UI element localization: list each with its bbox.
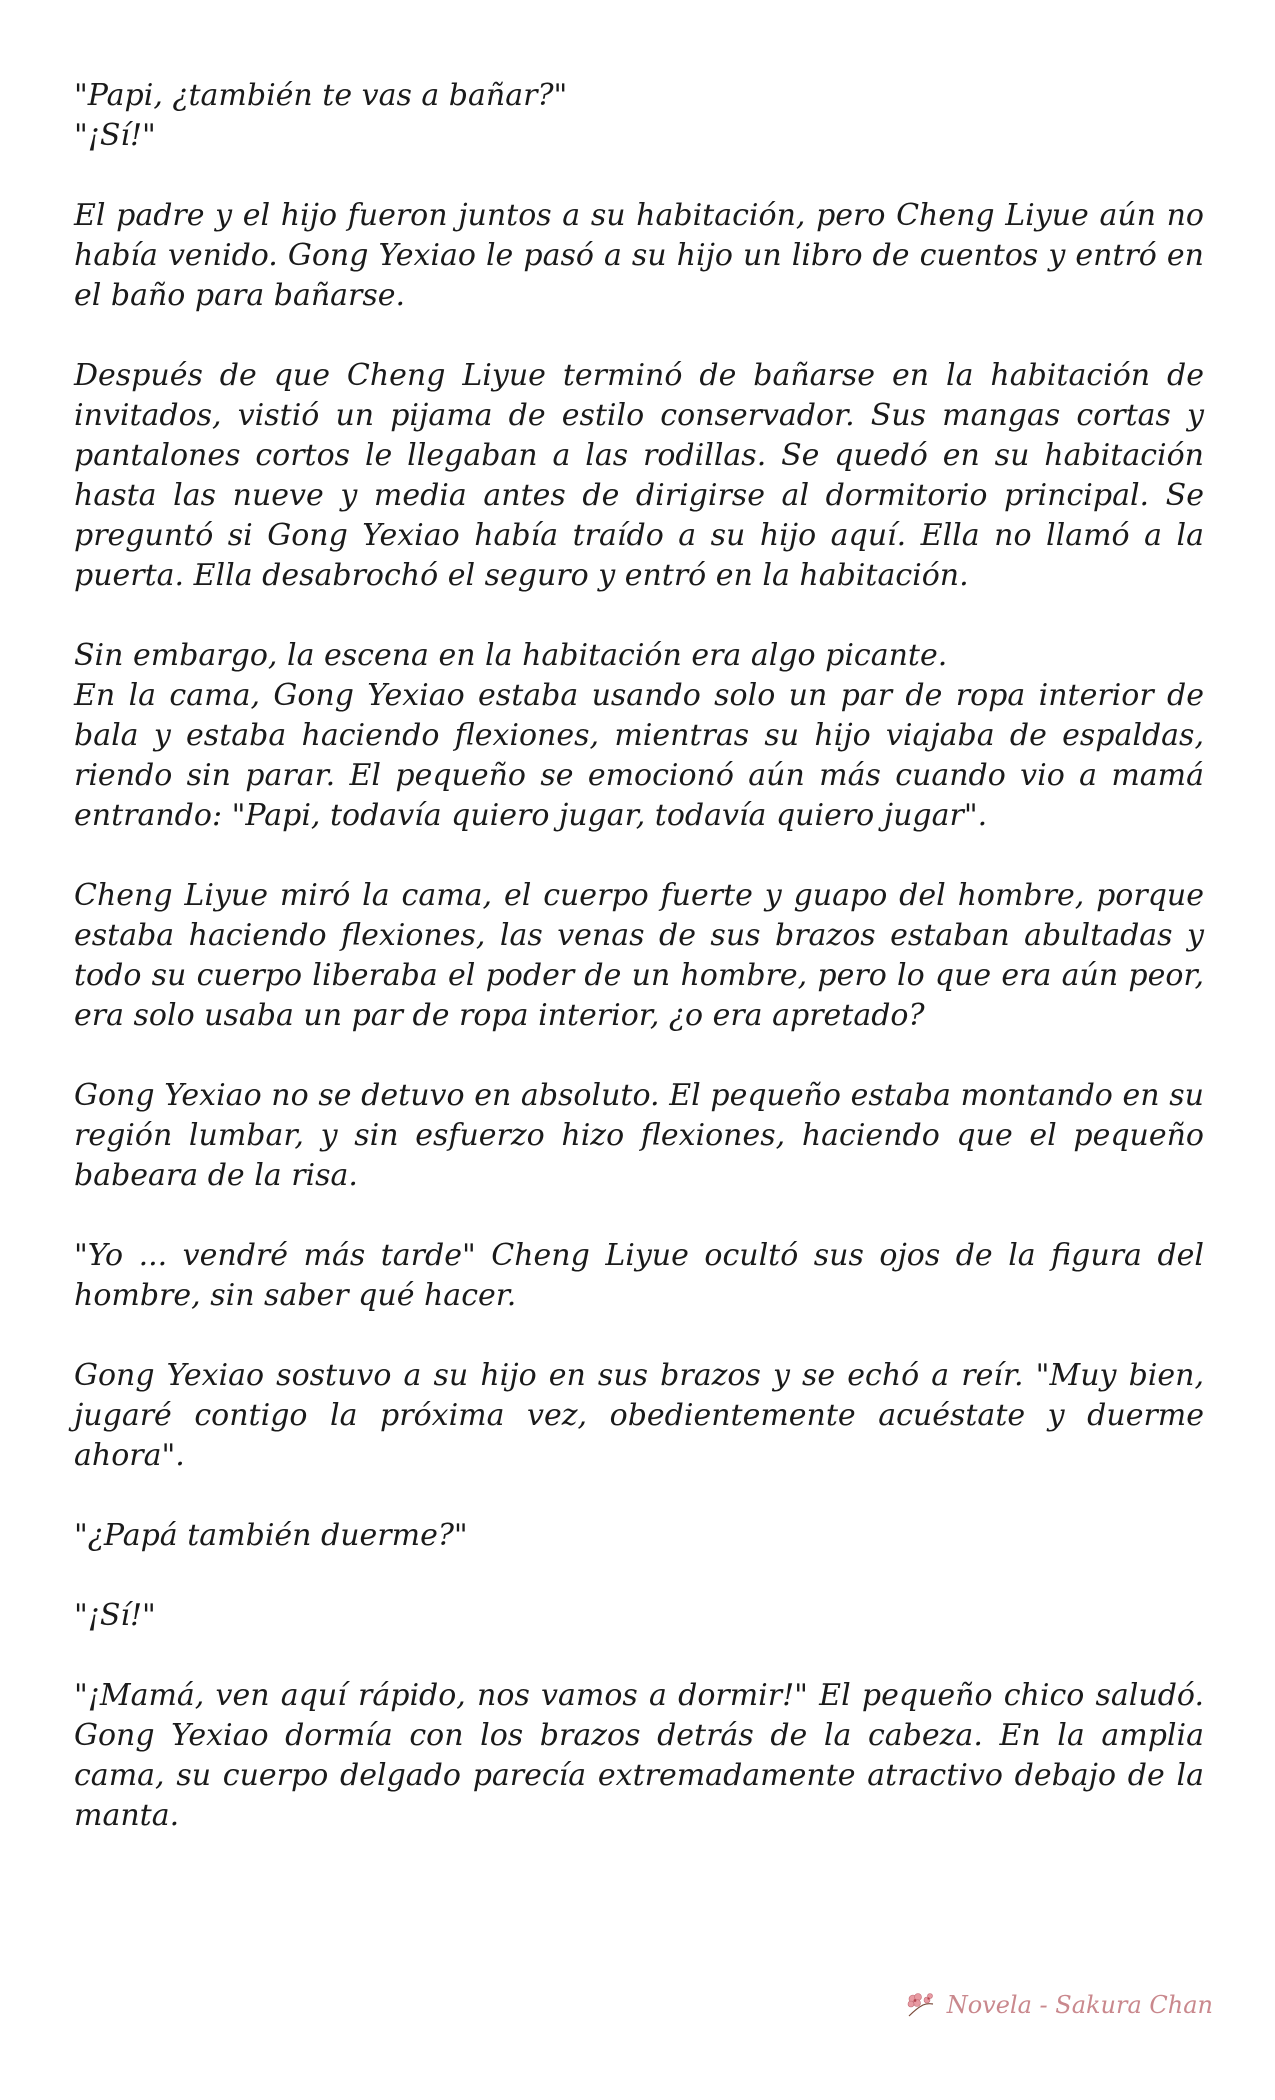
paragraph: "¡Sí!" [74,1598,156,1633]
paragraph: Después de que Cheng Liyue terminó de bañarse en la habitación de invitados, vistió un pijama de estilo conservador. Sus mangas cortas y pantalones cortos le llegaban a las rodillas. Se quedó en su habitación hasta las nueve y media antes de dirigirse al dormitorio principal. Se preguntó si Gong Yexiao había traído a su hijo aquí. Ella no llamó a la puerta. Ella desabrochó el seguro y entró en la habitación. [74,358,1204,593]
paragraph: "Papi, ¿también te vas a bañar?" [74,78,568,113]
paragraph: Sin embargo, la escena en la habitación era algo picante. [74,638,948,673]
paragraph: "¿Papá también duerme?" [74,1518,468,1553]
paragraph: Gong Yexiao no se detuvo en absoluto. El pequeño estaba montando en su región lumbar, y sin esfuerzo hizo flexiones, haciendo que el pequeño babeara de la risa. [74,1078,1204,1193]
watermark [903,1990,1213,2020]
paragraph: Gong Yexiao sostuvo a su hijo en sus brazos y se echó a reír. "Muy bien, jugaré contigo la próxima vez, obedientemente acuéstate y duerme ahora". [74,1358,1204,1473]
paragraph: Cheng Liyue miró la cama, el cuerpo fuerte y guapo del hombre, porque estaba haciendo flexiones, las venas de sus brazos estaban abultadas y todo su cuerpo liberaba el poder de un hombre, pero lo que era aún peor, era solo usaba un par de ropa interior, ¿o era apretado? [74,878,1204,1033]
story-text [74,76,1204,1876]
paragraph: "Yo ... vendré más tarde" Cheng Liyue ocultó sus ojos de la figura del hombre, sin saber qué hacer. [74,1238,1204,1313]
watermark-text: Novela - Sakura Chan [946,1991,1213,2019]
sakura-flower-icon [903,1990,937,2020]
paragraph: El padre y el hijo fueron juntos a su habitación, pero Cheng Liyue aún no había venido. Gong Yexiao le pasó a su hijo un libro de cuentos y entró en el baño para bañarse. [74,198,1204,313]
paragraph: "¡Sí!" [74,118,156,153]
paragraph: En la cama, Gong Yexiao estaba usando solo un par de ropa interior de bala y estaba haciendo flexiones, mientras su hijo viajaba de espaldas, riendo sin parar. El pequeño se emocionó aún más cuando vio a mamá entrando: "Papi, todavía quiero jugar, todavía quiero jugar". [74,678,1204,833]
paragraph: "¡Mamá, ven aquí rápido, nos vamos a dormir!" El pequeño chico saludó. Gong Yexiao dormía con los brazos detrás de la cabeza. En la amplia cama, su cuerpo delgado parecía extremadamente atractivo debajo de la manta. [74,1678,1204,1833]
